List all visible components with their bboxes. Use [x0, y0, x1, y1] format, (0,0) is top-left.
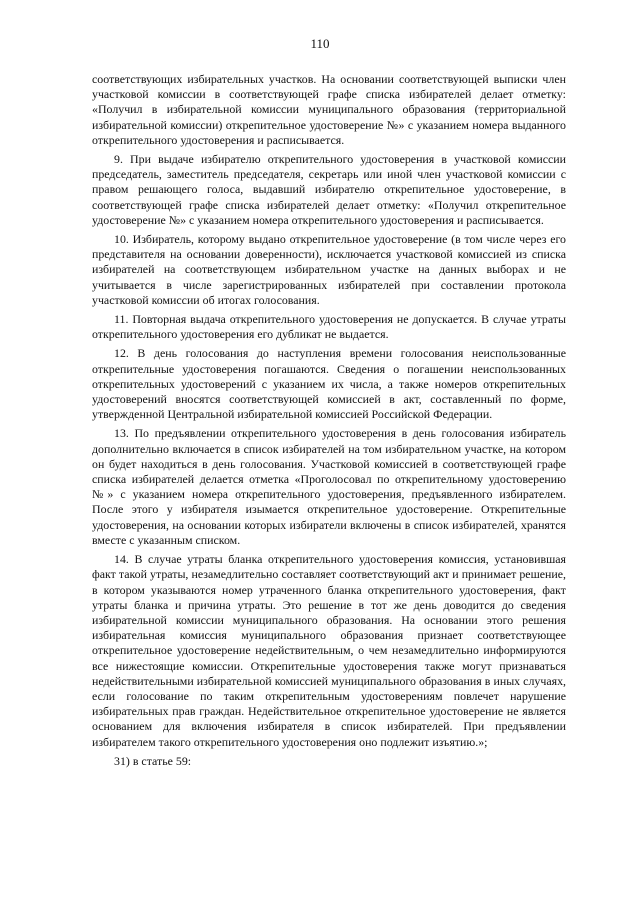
paragraph-item-12: 12. В день голосования до наступления времени голосования неиспользованные открепительные удостоверения погашаются. Сведения о погашении неиспользованных открепительных удостоверений с указанием их числа, а также номеров открепительных удостоверений вносятся соответствующей комиссией в акт, составленный по форме, утвержденной Центральной избирательной комиссией Российской Федерации. [92, 346, 566, 422]
page-number: 110 [310, 36, 330, 51]
paragraph-continuation: соответствующих избирательных участков. На основании соответствующей выписки член участковой комиссии в соответствующей графе списка избирателей делает отметку: «Получил в избирательной комиссии муниципального образования (территориальной избирательной комиссии) открепительное удостоверение №» с указанием номера выданного открепительного удостоверения и расписывается. [92, 72, 566, 147]
paragraph-item-11: 11. Повторная выдача открепительного удостоверения не допускается. В случае утраты открепительного удостоверения его дубликат не выдается. [92, 312, 566, 342]
document-body [92, 72, 566, 773]
paragraph-item-9: 9. При выдаче избирателю открепительного удостоверения в участковой комиссии председатель, заместитель председателя, секретарь или иной член участковой комиссии с правом решающего голоса, выдавший избирателю открепительное удостоверение, в соответствующей графе списка избирателей делает отметку: «Получил открепительное удостоверение №» с указанием номера открепительного удостоверения и расписывается. [92, 152, 566, 227]
paragraph-item-31: 31) в статье 59: [114, 753, 192, 768]
paragraph-item-10: 10. Избиратель, которому выдано открепительное удостоверение (в том числе через его представителя на основании доверенности), исключается участковой комиссией из списка избирателей на соответствующем избирательном участке на данных выборах и не учитывается в числе зарегистрированных избирателей при составлении протокола участковой комиссии об итогах голосования. [92, 232, 566, 307]
paragraph-item-13: 13. По предъявлении открепительного удостоверения в день голосования избиратель дополнительно включается в список избирателей на том избирательном участке, на котором он будет находиться в день голосования. Участковой комиссией в соответствующей графе списка избирателей делается отметка «Проголосовал по открепительному удостоверению №» с указанием номера открепительного удостоверения, предъявленного избирателем. После этого у избирателя изымается открепительное удостоверение. Открепительные удостоверения, на основании которых избиратели включены в список избирателей, хранятся вместе с указанным списком. [92, 426, 566, 547]
paragraph-item-14: 14. В случае утраты бланка открепительного удостоверения комиссия, установившая факт такой утраты, незамедлительно составляет соответствующий акт и принимает решение, в котором указываются номер утраченного бланка открепительного удостоверения, факт утраты бланка и причина утраты. Это решение в тот же день доводится до сведения избирательной комиссии муниципального образования. На основании этого решения избирательная комиссия муниципального образования признает соответствующее открепительное удостоверение недействительным, о чем незамедлительно информируются все нижестоящие комиссии. Открепительные удостоверения также могут признаваться недействительными избирательной комиссией муниципального образования в иных случаях, если голосование по таким открепительным удостоверениям повлечет нарушение избирательных прав граждан. Недействительное открепительное удостоверение не является основанием для включения избирателя в список избирателей. При предъявлении избирателем такого открепительного удостоверения оно подлежит изъятию.»; [92, 552, 566, 749]
